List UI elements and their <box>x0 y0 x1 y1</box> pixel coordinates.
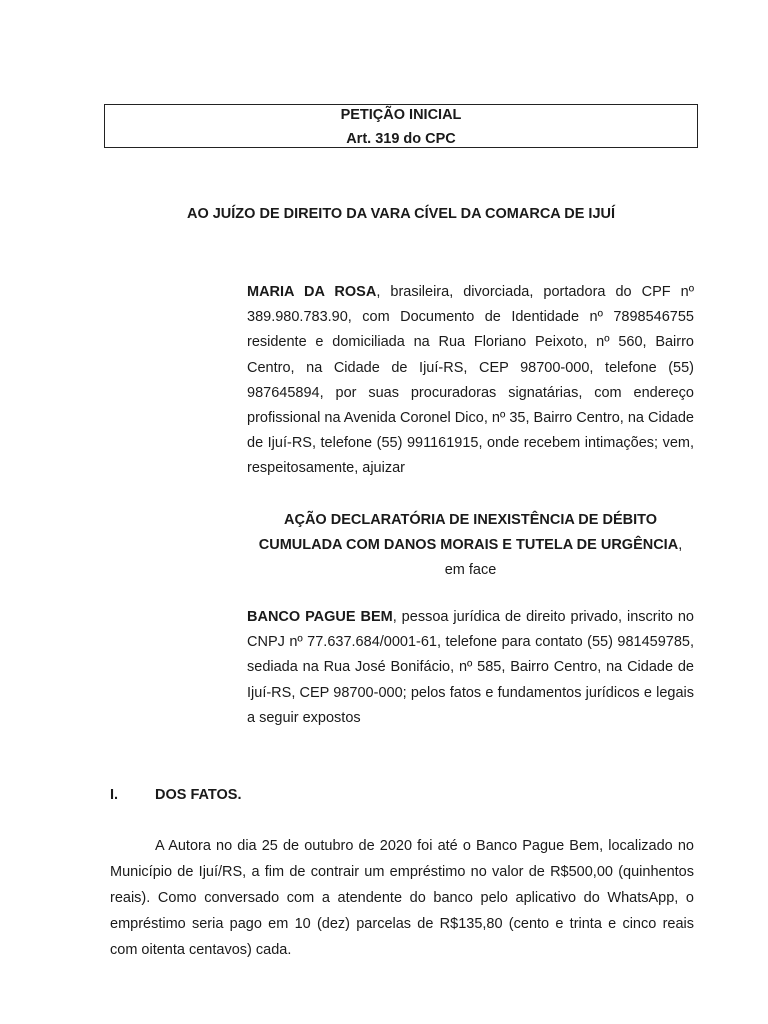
action-heading <box>247 508 694 583</box>
defendant-details: , pessoa jurídica de direito privado, inscrito no CNPJ nº 77.637.684/0001-61, telefone para contato (55) 981459785, sediada na Rua José Bonifácio, nº 585, Bairro Centro, na Cidade de Ijuí-RS, CEP 98700-000; pelos fatos e fundamentos jurídicos e legais a seguir expostos <box>247 609 694 726</box>
section-title: DOS FATOS. <box>155 787 242 803</box>
petition-header-box <box>104 104 698 148</box>
defendant-qualification <box>247 605 694 731</box>
defendant-name: BANCO PAGUE BEM <box>247 609 393 625</box>
court-addressee: AO JUÍZO DE DIREITO DA VARA CÍVEL DA COMARCA DE IJUÍ <box>186 206 616 222</box>
plaintiff-qualification <box>247 280 694 482</box>
action-suffix: , em face <box>444 537 683 578</box>
plaintiff-name: MARIA DA ROSA <box>247 284 377 300</box>
plaintiff-details: , brasileira, divorciada, portadora do CPF nº 389.980.783.90, com Documento de Identidade nº 7898546755 residente e domiciliada na Rua Floriano Peixoto, nº 560, Bairro Centro, na Cidade de Ijuí-RS, CEP 98700-000, telefone (55) 987645894, por suas procuradoras signatárias, com endereço profissional na Avenida Coronel Dico, nº 35, Bairro Centro, na Cidade de Ijuí-RS, telefone (55) 991161915, onde recebem intimações; vem, respeitosamente, ajuizar <box>247 284 694 477</box>
petition-legal-basis: Art. 319 do CPC <box>346 131 456 147</box>
section-number: I. <box>110 787 119 803</box>
petition-title: PETIÇÃO INICIAL <box>340 107 462 123</box>
facts-paragraph: A Autora no dia 25 de outubro de 2020 foi até o Banco Pague Bem, localizado no Município de Ijuí/RS, a fim de contrair um empréstimo no valor de R$500,00 (quinhentos reais). Como conversado com a atendente do banco pelo aplicativo do WhatsApp, o empréstimo seria pago em 10 (dez) parcelas de R$135,80 (cento e trinta e cinco reais com oitenta centavos) cada. <box>110 838 694 958</box>
action-title: AÇÃO DECLARATÓRIA DE INEXISTÊNCIA DE DÉBITO CUMULADA COM DANOS MORAIS E TUTELA DE URGÊNCIA <box>258 512 679 553</box>
